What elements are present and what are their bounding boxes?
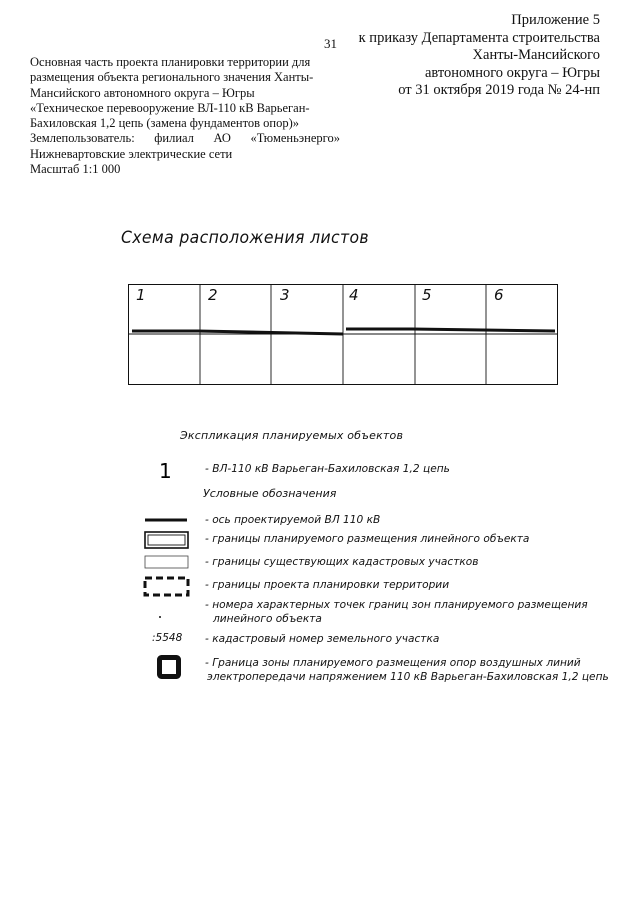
thin-rectangle-icon: [144, 555, 190, 570]
vl-axis-line: [346, 329, 555, 331]
object-description: - ВЛ-110 кВ Варьеган-Бахиловская 1,2 цепь: [205, 463, 450, 475]
land-user-line: [30, 131, 340, 146]
dot-icon: [157, 614, 163, 620]
bold-square-icon: [156, 654, 182, 680]
project-info: [30, 55, 340, 177]
sheet-number: 6: [494, 286, 504, 304]
legend-item-text: [205, 598, 588, 626]
cadastral-number-sample: :5548: [152, 632, 183, 644]
project-line: размещения объекта регионального значения Ханты-: [30, 70, 314, 85]
appendix-line: от 31 октября 2019 года № 24-нп: [398, 82, 600, 98]
object-number: 1: [159, 459, 172, 483]
legend-item-text: - границы существующих кадастровых участков: [205, 556, 479, 568]
project-line: Мансийского автономного округа – Югры: [30, 85, 255, 100]
land-user-label: Землепользователь:: [30, 131, 135, 146]
sheet-number: 1: [136, 286, 146, 304]
legend-title: Условные обозначения: [203, 487, 337, 500]
scheme-title: Схема расположения листов: [121, 228, 369, 248]
appendix-header: [340, 12, 600, 100]
legend-item-text: [205, 656, 609, 684]
sheet-number: 2: [208, 286, 218, 304]
appendix-line: к приказу Департамента строительства: [358, 29, 600, 46]
sheet-number: 5: [422, 286, 432, 304]
legend-item-line: электропередачи напряжением 110 кВ Варьеган-Бахиловская 1,2 цепь: [207, 671, 609, 683]
scale-text: Масштаб 1:1 000: [30, 162, 121, 177]
vl-axis-line: [132, 331, 343, 334]
sheet-number: 4: [349, 286, 359, 304]
sheet-layout-grid: [128, 284, 558, 385]
appendix-line: Ханты-Мансийского: [472, 47, 600, 63]
land-user-part: «Тюменьэнерго»: [250, 131, 340, 146]
legend-item-line: - Граница зоны планируемого размещения опор воздушных линий: [205, 657, 581, 669]
dashed-rectangle-icon: [143, 576, 191, 598]
land-user-part: АО: [213, 131, 231, 146]
project-line: Бахиловская 1,2 цепь (замена фундаментов опор)»: [30, 116, 300, 131]
land-user-part: филиал: [154, 131, 194, 146]
double-rectangle-icon: [144, 531, 190, 550]
sheet-number: 3: [280, 286, 290, 304]
explication-title: Экспликация планируемых объектов: [180, 429, 404, 442]
legend-item-line: линейного объекта: [213, 613, 322, 625]
thick-line-icon: [144, 516, 188, 524]
legend-item-text: - ось проектируемой ВЛ 110 кВ: [205, 514, 381, 526]
legend-item-line: - номера характерных точек границ зон планируемого размещения: [205, 599, 588, 611]
legend-item-text: - границы планируемого размещения линейного объекта: [205, 533, 530, 545]
appendix-line: Приложение 5: [511, 12, 600, 28]
legend-item-text: - границы проекта планировки территории: [205, 579, 450, 591]
legend-item-text: - кадастровый номер земельного участка: [205, 633, 440, 645]
page-number: 31: [324, 36, 337, 51]
project-line: «Техническое перевооружение ВЛ-110 кВ Варьеган-: [30, 100, 310, 115]
appendix-line: автономного округа – Югры: [424, 64, 600, 81]
project-line: Основная часть проекта планировки территории для: [30, 55, 311, 69]
land-user-line-2: Нижневартовские электрические сети: [30, 146, 233, 161]
